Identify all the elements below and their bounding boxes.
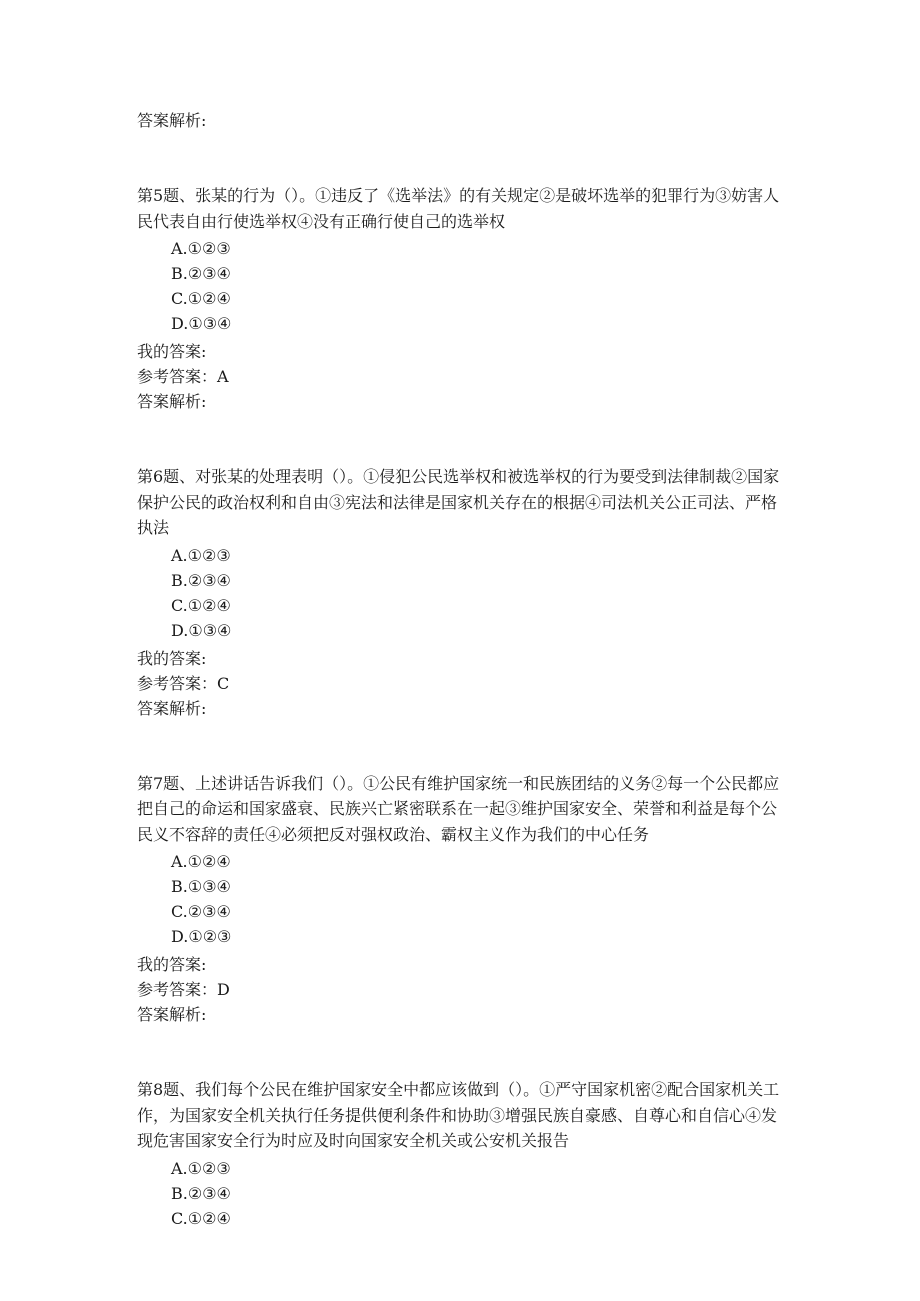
option-list [171, 1156, 787, 1231]
analysis-label: 答案解析: [137, 111, 207, 130]
option-a[interactable]: A.①②③ [171, 239, 231, 258]
my-answer-label: 我的答案: [137, 955, 207, 974]
question-stem: 第8题、我们每个公民在维护国家安全中都应该做到（）。①严守国家机密②配合国家机关工作，为国家安全机关执行任务提供便利条件和协助③增强民族自豪感、自尊心和自信心④发现危害国家安全行为时应及时向国家安全机关或公安机关报告 [137, 1080, 780, 1150]
reference-answer: 参考答案：A [137, 367, 229, 386]
option-d[interactable]: D.①③④ [171, 314, 232, 333]
option-a[interactable]: A.①②③ [171, 545, 231, 565]
option-c[interactable]: C.①②④ [171, 595, 231, 615]
option-b[interactable]: B.②③④ [171, 264, 231, 283]
analysis-label: 答案解析: [137, 698, 207, 718]
reference-answer: 参考答案：D [137, 980, 230, 999]
option-list [171, 543, 787, 643]
my-answer-label: 我的答案: [137, 342, 207, 361]
analysis-label: 答案解析: [137, 1005, 207, 1024]
option-d[interactable]: D.①③④ [171, 620, 232, 640]
my-answer-label: 我的答案: [137, 648, 207, 668]
option-c[interactable]: C.①②④ [171, 289, 231, 308]
option-b[interactable]: B.②③④ [171, 570, 231, 590]
previous-question-tail [137, 108, 787, 133]
analysis-label: 答案解析: [137, 392, 207, 411]
option-c[interactable]: C.①②④ [171, 1208, 231, 1228]
question-stem: 第5题、张某的行为（）。①违反了《选举法》的有关规定②是破坏选举的犯罪行为③妨害人民代表自由行使选举权④没有正确行使自己的选举权 [137, 186, 780, 231]
option-list [171, 236, 787, 336]
question-stem: 第6题、对张某的处理表明（）。①侵犯公民选举权和被选举权的行为要受到法律制裁②国家保护公民的政治权利和自由③宪法和法律是国家机关存在的根据④司法机关公正司法、严格执法 [137, 467, 780, 537]
option-a[interactable]: A.①②③ [171, 1158, 231, 1178]
question-6 [137, 464, 787, 721]
option-a[interactable]: A.①②④ [171, 852, 231, 871]
option-b[interactable]: B.②③④ [171, 1183, 231, 1203]
option-list [171, 849, 787, 949]
reference-answer: 参考答案：C [137, 673, 230, 693]
option-b[interactable]: B.①③④ [171, 877, 231, 896]
document-page [137, 108, 787, 1281]
option-c[interactable]: C.②③④ [171, 902, 231, 921]
question-5 [137, 183, 787, 414]
option-d[interactable]: D.①②③ [171, 927, 232, 946]
question-7 [137, 771, 787, 1028]
question-8 [137, 1077, 787, 1231]
question-stem: 第7题、上述讲话告诉我们（）。①公民有维护国家统一和民族团结的义务②每一个公民都应把自己的命运和国家盛衰、民族兴亡紧密联系在一起③维护国家安全、荣誉和利益是每个公民义不容辞的责任④必须把反对强权政治、霸权主义作为我们的中心任务 [137, 773, 780, 844]
